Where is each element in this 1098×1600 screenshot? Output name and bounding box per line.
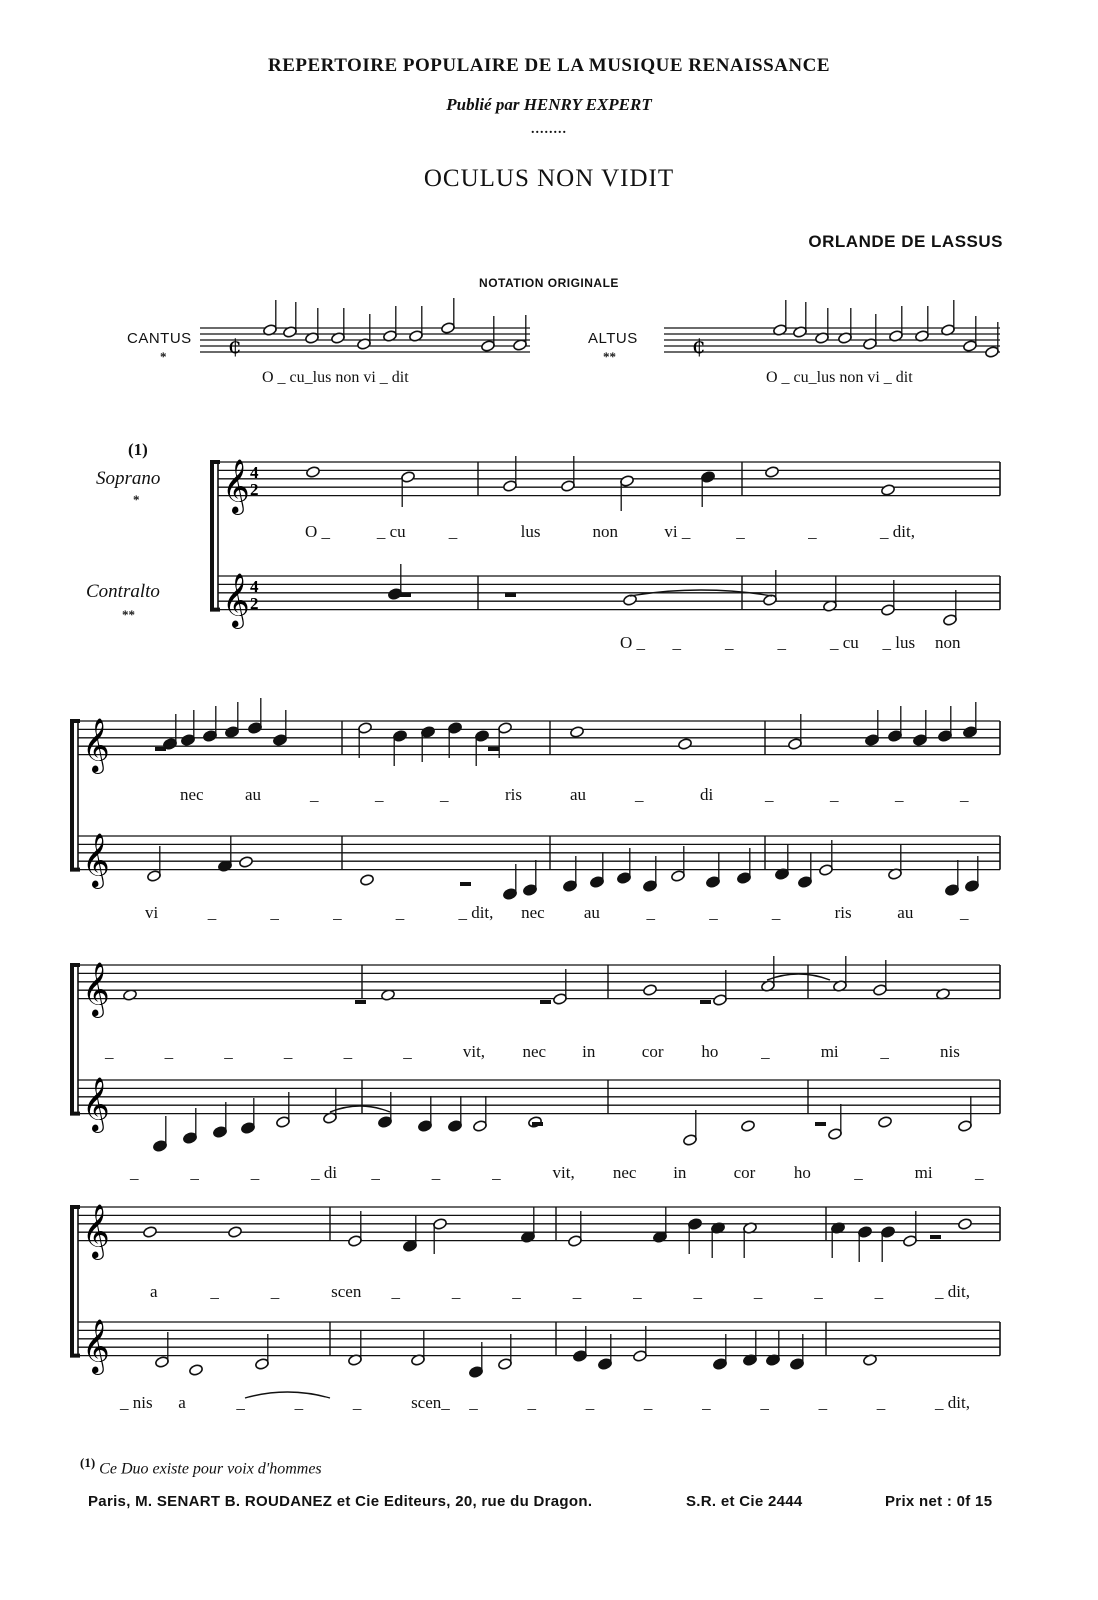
composer-name: ORLANDE DE LASSUS — [808, 232, 1003, 251]
rest-icon — [488, 747, 499, 751]
lyric-syllable: O _ — [305, 522, 331, 541]
rest-icon — [540, 1000, 551, 1004]
rest-icon — [355, 1000, 366, 1004]
note — [678, 738, 693, 751]
lyric-syllable: _ — [874, 1282, 884, 1301]
lyric-syllable: _ — [635, 785, 644, 804]
rest-icon — [505, 593, 516, 597]
lyric-syllable: _ dit, — [880, 522, 915, 541]
lyric-syllable: _ — [876, 1393, 886, 1412]
note — [360, 874, 375, 887]
lyric-syllable: _ — [765, 785, 774, 804]
rest-icon — [460, 882, 471, 886]
note — [881, 484, 896, 497]
lyric-syllable: lus — [520, 522, 541, 541]
system-bracket — [72, 965, 80, 1114]
rest-icon — [815, 1122, 826, 1126]
lyric-syllable: _ — [403, 1042, 412, 1061]
cut-time-icon: ¢ — [692, 334, 706, 359]
series-title: REPERTOIRE POPULAIRE DE LA MUSIQUE RENAISSANCE — [268, 55, 830, 76]
treble-clef-icon: 𝄞 — [82, 832, 110, 888]
lyric-syllable: au — [583, 903, 600, 922]
price: Prix net : 0f 15 — [885, 1493, 993, 1510]
incipit-cantus-lyric: O _ cu_lus non vi _ dit — [262, 369, 409, 386]
lyric-syllable: _ — [224, 1042, 233, 1061]
lyric-syllable: _ — [854, 1163, 863, 1182]
lyric-syllable: _ — [270, 1282, 280, 1301]
lyric-syllable: non — [592, 522, 618, 541]
incipit-altus-label: ALTUS — [588, 330, 638, 347]
lyric-syllable: _ — [527, 1393, 536, 1412]
contralto-mark: ** — [122, 607, 135, 622]
time-signature-numerator: 4 — [250, 462, 259, 482]
lyric-syllable: _ — [512, 1282, 521, 1301]
lyric-syllable: _ — [236, 1393, 245, 1412]
separator-dots: ........ — [531, 122, 567, 137]
lyric-syllable: ris — [505, 785, 522, 804]
lyric-syllable: _ — [753, 1282, 763, 1301]
lyric-syllable: in — [582, 1042, 596, 1061]
lyric-syllable: _ cu — [830, 633, 859, 652]
footnote-marker: (1) — [80, 1455, 96, 1470]
lyric-syllable: _ dit, — [935, 1282, 970, 1301]
lyric-syllable: _ — [761, 1042, 770, 1061]
tie-icon — [245, 1392, 330, 1398]
lyric-syllable: a — [178, 1393, 186, 1412]
lyric-syllable: nis — [940, 1042, 960, 1061]
lyric-syllable: nec — [521, 903, 545, 922]
lyric-syllable: _ — [451, 1282, 461, 1301]
lyric-syllable: _ — [431, 1163, 441, 1182]
lyric-syllable: _ — [880, 1042, 889, 1061]
lyric-syllable: vi — [145, 903, 159, 922]
lyric-syllable: O _ — [620, 633, 646, 652]
lyric-syllable: _ — [294, 1393, 304, 1412]
treble-clef-icon: 𝄞 — [82, 1076, 110, 1132]
lyric-syllable: mi — [914, 1163, 933, 1182]
note — [878, 1116, 893, 1129]
note — [570, 726, 585, 739]
system-bracket — [72, 1207, 80, 1356]
lyric-syllable: cor — [641, 1042, 664, 1061]
lyric-syllable: _ — [440, 785, 449, 804]
lyric-syllable: _ — [352, 1393, 362, 1412]
lyric-syllable: _ — [771, 903, 781, 922]
lyric-syllable: _ — [808, 522, 817, 541]
lyric-syllable: _ dit, — [935, 1393, 970, 1412]
lyric-syllable: vit, — [552, 1163, 575, 1182]
incipit-altus-lyric: O _ cu_lus non vi _ dit — [766, 369, 913, 386]
lyric-syllable: vit, — [462, 1042, 486, 1061]
lyric-syllable: in — [673, 1163, 687, 1182]
lyric-syllable: ris — [834, 903, 852, 922]
lyric-syllable: nec — [612, 1163, 637, 1182]
footnote-text: Ce Duo existe pour voix d'hommes — [99, 1460, 322, 1478]
lyric-syllable: di — [700, 785, 714, 804]
lyric-syllable: _ — [283, 1042, 293, 1061]
lyric-syllable: _ — [672, 633, 681, 652]
treble-clef-icon: 𝄞 — [222, 572, 250, 628]
lyric-syllable: _ — [709, 903, 718, 922]
rest-icon — [532, 1122, 543, 1126]
lyric-syllable: _ — [343, 1042, 353, 1061]
lyric-syllable: _ — [585, 1393, 595, 1412]
lyric-syllable: _ — [250, 1163, 260, 1182]
lyric-syllable: ho — [701, 1042, 719, 1061]
incipit-cantus-label: CANTUS — [127, 330, 192, 347]
lyric-syllable: au — [897, 903, 914, 922]
lyric-syllable: _ — [736, 522, 745, 541]
lyric-syllable: _ lus — [882, 633, 916, 652]
note — [643, 984, 658, 997]
treble-clef-icon: 𝄞 — [222, 458, 250, 514]
lyric-syllable: _ cu — [376, 522, 406, 541]
lyric-syllable: _ — [270, 903, 279, 922]
note — [143, 1226, 158, 1239]
lyric-syllable: _ — [643, 1393, 653, 1412]
soprano-mark: * — [133, 492, 140, 507]
note — [228, 1226, 243, 1239]
lyric-syllable: _ — [975, 1163, 984, 1182]
treble-clef-icon: 𝄞 — [82, 1318, 110, 1374]
score-footnote-marker: (1) — [128, 440, 148, 459]
time-signature-numerator: 4 — [250, 576, 259, 596]
treble-clef-icon: 𝄞 — [82, 1203, 110, 1259]
time-signature-denominator: 2 — [250, 593, 259, 613]
rest-icon — [700, 1000, 711, 1004]
treble-clef-icon: 𝄞 — [82, 961, 110, 1017]
time-signature-denominator: 2 — [250, 479, 259, 499]
incipit-cantus-mark: * — [160, 349, 167, 364]
lyric-syllable: scen_ — [411, 1393, 450, 1412]
lyric-syllable: au — [245, 785, 262, 804]
footnote — [80, 1455, 322, 1478]
lyric-syllable: nec — [522, 1042, 547, 1061]
plate-number: S.R. et Cie 2444 — [686, 1493, 803, 1510]
lyric-syllable: _ — [391, 1282, 401, 1301]
rest-icon — [400, 593, 411, 597]
lyric-syllable: mi — [820, 1042, 839, 1061]
lyric-syllable: _ — [310, 785, 319, 804]
lyric-syllable: _ — [725, 633, 734, 652]
system-bracket — [72, 721, 80, 870]
lyric-syllable: nec — [180, 785, 204, 804]
rest-icon — [930, 1235, 941, 1239]
tie-icon — [330, 1106, 390, 1112]
note — [239, 856, 254, 869]
lyric-syllable: _ — [830, 785, 839, 804]
incipit-altus-mark: ** — [603, 349, 616, 364]
lyric-syllable: _ di — [311, 1163, 338, 1182]
lyric-syllable: _ — [895, 785, 904, 804]
lyric-syllable: _ — [371, 1163, 380, 1182]
lyric-syllable: _ — [814, 1282, 823, 1301]
note — [306, 466, 321, 479]
lyric-syllable: _ — [190, 1163, 199, 1182]
lyric-syllable: _ — [646, 903, 656, 922]
note — [741, 1120, 756, 1133]
lyric-syllable: scen — [331, 1282, 362, 1301]
lyric-syllable: _ — [333, 903, 342, 922]
lyric-syllable: _ — [207, 903, 217, 922]
notation-label: NOTATION ORIGINALE — [479, 276, 619, 290]
soprano-label: Soprano — [96, 468, 161, 489]
lyric-syllable: _ — [633, 1282, 642, 1301]
note — [765, 466, 780, 479]
rest-icon — [155, 747, 166, 751]
lyric-syllable: _ — [777, 633, 786, 652]
lyric-syllable: _ — [572, 1282, 582, 1301]
cut-time-icon: ¢ — [228, 334, 242, 359]
lyric-syllable: vi _ — [664, 522, 691, 541]
lyric-syllable: ho — [793, 1163, 811, 1182]
lyric-syllable: au — [570, 785, 587, 804]
lyric-syllable: _ nis — [120, 1393, 153, 1412]
lyric-syllable: _ — [960, 785, 969, 804]
lyric-syllable: _ — [960, 903, 969, 922]
treble-clef-icon: 𝄞 — [82, 717, 110, 773]
publisher-imprint: Paris, M. SENART B. ROUDANEZ et Cie Editeurs, 20, rue du Dragon. — [88, 1493, 593, 1510]
note — [189, 1364, 204, 1377]
publisher-line: Publié par HENRY EXPERT — [446, 95, 652, 114]
lyric-syllable: _ — [210, 1282, 219, 1301]
lyric-syllable: cor — [733, 1163, 756, 1182]
lyric-syllable: _ — [105, 1042, 114, 1061]
lyric-syllable: _ — [818, 1393, 828, 1412]
lyric-syllable: _ — [130, 1163, 139, 1182]
lyric-syllable: _ — [395, 903, 405, 922]
lyric-syllable: _ — [164, 1042, 174, 1061]
lyric-syllable: _ — [760, 1393, 769, 1412]
piece-title: OCULUS NON VIDIT — [423, 165, 675, 192]
note — [958, 1218, 973, 1231]
lyric-syllable: _ — [469, 1393, 478, 1412]
lyric-syllable: _ — [492, 1163, 501, 1182]
tie-icon — [767, 974, 830, 980]
lyric-syllable: a — [150, 1282, 158, 1301]
lyric-syllable: _ — [448, 522, 458, 541]
lyric-syllable: _ — [375, 785, 384, 804]
lyric-syllable: _ dit, — [458, 903, 494, 922]
lyric-syllable: _ — [693, 1282, 702, 1301]
lyric-syllable: non — [935, 633, 961, 652]
lyric-syllable: _ — [702, 1393, 711, 1412]
contralto-label: Contralto — [86, 581, 160, 602]
